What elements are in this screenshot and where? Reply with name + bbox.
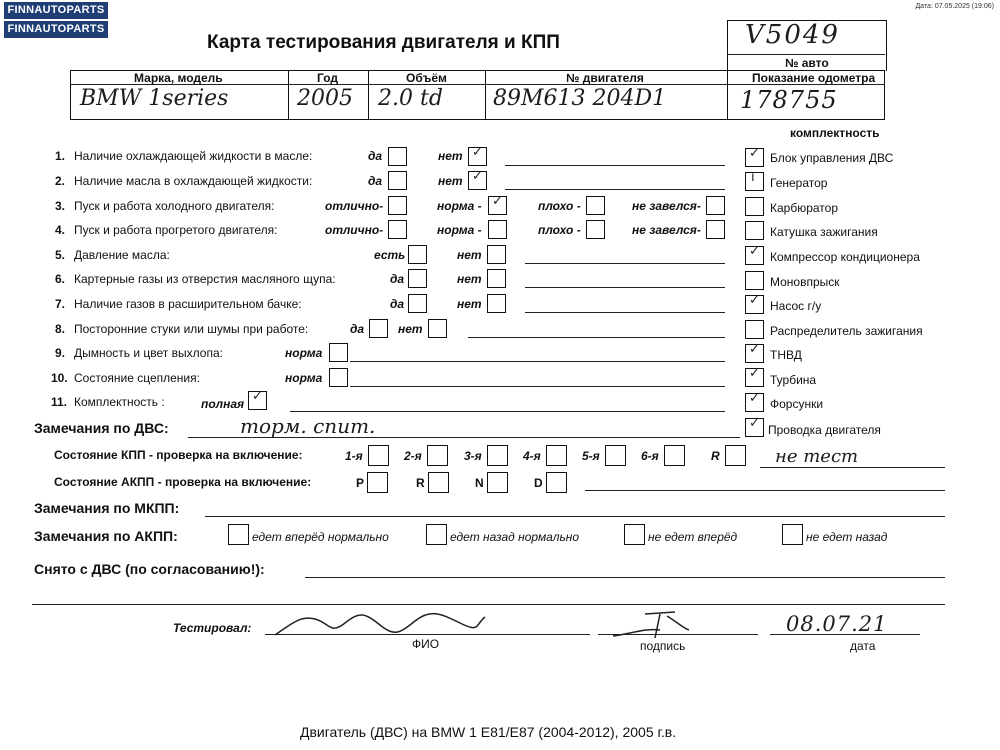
komplekt-label: Карбюратор <box>770 201 839 215</box>
check-mark: ✓ <box>252 389 263 404</box>
col-divider <box>485 70 486 120</box>
komplekt-mark: ı <box>751 170 755 185</box>
col-header-volume: Объём <box>406 71 447 85</box>
check-mark: ✓ <box>472 145 483 160</box>
gear-label: 6-я <box>641 449 659 463</box>
col-divider <box>288 70 289 120</box>
akpp-option-checkbox[interactable] <box>624 524 645 545</box>
answer-line <box>525 287 725 288</box>
akpp-option-checkbox[interactable] <box>782 524 803 545</box>
answer-line <box>525 263 725 264</box>
option-label: норма <box>285 346 323 360</box>
komplekt-mark: ✓ <box>749 416 760 431</box>
removed-line-1 <box>305 577 945 578</box>
akpp-gear-checkbox[interactable] <box>428 472 449 493</box>
komplekt-label: Компрессор кондиционера <box>770 250 920 264</box>
option-label: не завелся- <box>632 199 701 213</box>
komplekt-checkbox[interactable] <box>745 393 764 412</box>
answer-line <box>505 189 725 190</box>
watermark-logo: FINNAUTOPARTS <box>4 21 108 38</box>
komplekt-mark: ✓ <box>749 244 760 259</box>
remarks-akpp-label: Замечания по АКПП: <box>34 528 178 544</box>
komplekt-checkbox[interactable] <box>745 344 764 363</box>
akpp-gear-checkbox[interactable] <box>487 472 508 493</box>
col-divider <box>727 70 728 120</box>
kpp-line <box>760 467 945 468</box>
komplekt-checkbox[interactable] <box>745 221 764 240</box>
akpp-label: Состояние АКПП - проверка на включение: <box>54 475 312 489</box>
page-title: Карта тестирования двигателя и КПП <box>207 32 560 53</box>
checkbox-yes[interactable] <box>388 171 407 190</box>
komplekt-title: комплектность <box>790 126 880 140</box>
question-number: 11. <box>51 395 68 409</box>
komplekt-checkbox[interactable] <box>745 271 764 290</box>
komplekt-checkbox[interactable] <box>745 197 764 216</box>
akpp-option-label: едет вперёд нормально <box>252 530 389 544</box>
col-header-brand: Марка, модель <box>134 71 223 85</box>
akpp-gear-label: P <box>356 476 365 490</box>
checkbox-excellent[interactable] <box>388 196 407 215</box>
check-mark: ✓ <box>492 194 503 209</box>
option-label: отлично- <box>325 223 384 237</box>
option-label: нет <box>398 322 423 336</box>
checkbox-yes[interactable] <box>408 294 427 313</box>
checkbox-excellent[interactable] <box>388 220 407 239</box>
checkbox-no[interactable] <box>487 245 506 264</box>
akpp-option-checkbox[interactable] <box>426 524 447 545</box>
checkbox-no[interactable] <box>468 171 487 190</box>
checkbox-not-started[interactable] <box>706 196 725 215</box>
remarks-dvs-line <box>188 437 740 438</box>
gear-label: 4-я <box>523 449 541 463</box>
tested-label: Тестировал: <box>173 621 252 635</box>
fio-label: ФИО <box>412 637 440 651</box>
signature <box>605 608 695 642</box>
komplekt-label: Моновпрыск <box>770 275 840 289</box>
remarks-mkpp-label: Замечания по МКПП: <box>34 500 180 516</box>
akpp-line <box>585 490 945 491</box>
komplekt-label: Насос г/у <box>770 299 822 313</box>
option-label: да <box>368 149 383 163</box>
option-label: да <box>350 322 365 336</box>
checkbox-normal[interactable] <box>329 368 348 387</box>
value-volume: 2.0 td <box>378 86 443 111</box>
date-handwritten: 08.07.21 <box>786 612 888 636</box>
akpp-gear-label: D <box>534 476 543 490</box>
gear-checkbox[interactable] <box>546 445 567 466</box>
option-label: нет <box>457 248 482 262</box>
question-text: Пуск и работа прогретого двигателя: <box>74 223 278 237</box>
question-number: 10. <box>51 371 68 385</box>
checkbox-no[interactable] <box>487 269 506 288</box>
question-number: 1. <box>55 149 66 163</box>
answer-line <box>468 337 725 338</box>
question-number: 2. <box>55 174 66 188</box>
komplekt-label: Генератор <box>770 176 828 190</box>
col-header-engine-number: № двигателя <box>566 71 644 85</box>
value-brand: BMW 1series <box>80 86 229 111</box>
answer-line <box>525 312 725 313</box>
question-text: Посторонние стуки или шумы при работе: <box>74 322 309 336</box>
gear-checkbox[interactable] <box>368 445 389 466</box>
checkbox-normal[interactable] <box>488 196 507 215</box>
checkbox-normal[interactable] <box>488 220 507 239</box>
option-label: нет <box>438 149 463 163</box>
removed-label: Снято с ДВС (по согласованию!): <box>34 561 265 577</box>
value-year: 2005 <box>297 86 353 111</box>
checkbox-yes[interactable] <box>388 147 407 166</box>
checkbox-not-started[interactable] <box>706 220 725 239</box>
tester-signature <box>270 605 490 641</box>
komplekt-checkbox[interactable] <box>745 418 764 437</box>
option-label: да <box>368 174 383 188</box>
car-number-handwritten: V5049 <box>745 20 840 50</box>
date-line <box>770 634 920 635</box>
komplekt-checkbox[interactable] <box>745 320 764 339</box>
komplekt-label: ТНВД <box>770 348 802 362</box>
question-text: Наличие газов в расширительном бачке: <box>74 297 302 311</box>
checkbox-bad[interactable] <box>586 220 605 239</box>
option-label: норма - <box>437 223 482 237</box>
checkbox-full[interactable] <box>248 391 267 410</box>
question-text: Давление масла: <box>74 248 170 262</box>
komplekt-label: Турбина <box>770 373 817 387</box>
option-label: норма - <box>437 199 482 213</box>
option-label: да <box>390 272 405 286</box>
gear-checkbox[interactable] <box>605 445 626 466</box>
option-label: норма <box>285 371 323 385</box>
gear-label: 5-я <box>582 449 600 463</box>
komplekt-mark: ✓ <box>749 146 760 161</box>
komplekt-mark: ✓ <box>749 391 760 406</box>
option-label: да <box>390 297 405 311</box>
checkbox-no[interactable] <box>428 319 447 338</box>
checkbox-no[interactable] <box>487 294 506 313</box>
akpp-option-checkbox[interactable] <box>228 524 249 545</box>
gear-label: 3-я <box>464 449 482 463</box>
col-header-odometer: Показание одометра <box>752 71 876 85</box>
question-number: 4. <box>55 223 66 237</box>
komplekt-checkbox[interactable] <box>745 172 764 191</box>
question-number: 5. <box>55 248 66 262</box>
komplekt-checkbox[interactable] <box>745 295 764 314</box>
car-number-label: № авто <box>785 56 829 70</box>
fio-line <box>265 634 590 635</box>
gear-checkbox[interactable] <box>725 445 746 466</box>
option-label: нет <box>438 174 463 188</box>
checkbox-yes[interactable] <box>408 269 427 288</box>
akpp-option-label: не едет вперёд <box>648 530 738 544</box>
akpp-gear-checkbox[interactable] <box>367 472 388 493</box>
komplekt-mark: ✓ <box>749 366 760 381</box>
col-header-year: Год <box>317 71 338 85</box>
image-caption: Двигатель (ДВС) на BMW 1 E81/E87 (2004-2012), 2005 г.в. <box>300 724 677 740</box>
checkbox-yes[interactable] <box>369 319 388 338</box>
car-number-line <box>727 54 885 55</box>
option-label: не завелся- <box>632 223 701 237</box>
komplekt-checkbox[interactable] <box>745 148 764 167</box>
question-text: Картерные газы из отверстия масляного щупа: <box>74 272 336 286</box>
checkbox-bad[interactable] <box>586 196 605 215</box>
komplekt-label: Блок управления ДВС <box>770 151 894 165</box>
option-label: отлично- <box>325 199 384 213</box>
option-label: есть <box>374 248 406 262</box>
question-text: Состояние сцепления: <box>74 371 200 385</box>
option-label: нет <box>457 272 482 286</box>
question-text: Наличие масла в охлаждающей жидкости: <box>74 174 313 188</box>
answer-line <box>290 411 725 412</box>
question-number: 3. <box>55 199 66 213</box>
option-label: полная <box>201 397 245 411</box>
remarks-dvs-label: Замечания по ДВС: <box>34 420 169 436</box>
checkbox-yes[interactable] <box>408 245 427 264</box>
akpp-option-label: не едет назад <box>806 530 888 544</box>
kpp-handwritten: не тест <box>775 446 859 467</box>
komplekt-label: Проводка двигателя <box>768 423 881 437</box>
komplekt-label: Катушка зажигания <box>770 225 878 239</box>
gear-checkbox[interactable] <box>664 445 685 466</box>
signature-line <box>598 634 758 635</box>
akpp-option-label: едет назад нормально <box>450 530 580 544</box>
komplekt-checkbox[interactable] <box>745 246 764 265</box>
answer-line <box>350 386 725 387</box>
komplekt-label: Распределитель зажигания <box>770 324 923 338</box>
question-text: Дымность и цвет выхлопа: <box>74 346 223 360</box>
gear-label: 1-я <box>345 449 363 463</box>
col-divider <box>368 70 369 120</box>
date-label: дата <box>850 639 876 653</box>
question-number: 8. <box>55 322 66 336</box>
gear-checkbox[interactable] <box>427 445 448 466</box>
komplekt-checkbox[interactable] <box>745 368 764 387</box>
question-text: Комплектность : <box>74 395 165 409</box>
question-number: 7. <box>55 297 66 311</box>
akpp-gear-checkbox[interactable] <box>546 472 567 493</box>
value-engine-number: 89M613 204D1 <box>493 86 667 111</box>
komplekt-label: Форсунки <box>770 397 824 411</box>
check-mark: ✓ <box>472 169 483 184</box>
option-label: нет <box>457 297 482 311</box>
gear-label: 2-я <box>404 449 422 463</box>
question-text: Наличие охлаждающей жидкости в масле: <box>74 149 313 163</box>
date-stamp: Дата: 07.05.2025 (19:06) <box>915 3 994 10</box>
remarks-dvs-handwritten: торм. спит. <box>240 414 376 438</box>
kpp-label: Состояние КПП - проверка на включение: <box>54 448 303 462</box>
akpp-gear-label: N <box>475 476 484 490</box>
answer-line <box>350 361 725 362</box>
komplekt-mark: ✓ <box>749 342 760 357</box>
signature-label: подпись <box>640 639 686 653</box>
remarks-mkpp-line <box>205 516 945 517</box>
option-label: плохо - <box>538 199 581 213</box>
gear-label: R <box>711 449 720 463</box>
answer-line <box>505 165 725 166</box>
question-number: 9. <box>55 346 66 360</box>
checkbox-no[interactable] <box>468 147 487 166</box>
question-number: 6. <box>55 272 66 286</box>
checkbox-normal[interactable] <box>329 343 348 362</box>
gear-checkbox[interactable] <box>487 445 508 466</box>
value-odometer: 178755 <box>740 86 838 114</box>
komplekt-mark: ✓ <box>749 293 760 308</box>
watermark-logo: FINNAUTOPARTS <box>4 2 108 19</box>
akpp-gear-label: R <box>416 476 425 490</box>
option-label: плохо - <box>538 223 581 237</box>
question-text: Пуск и работа холодного двигателя: <box>74 199 275 213</box>
